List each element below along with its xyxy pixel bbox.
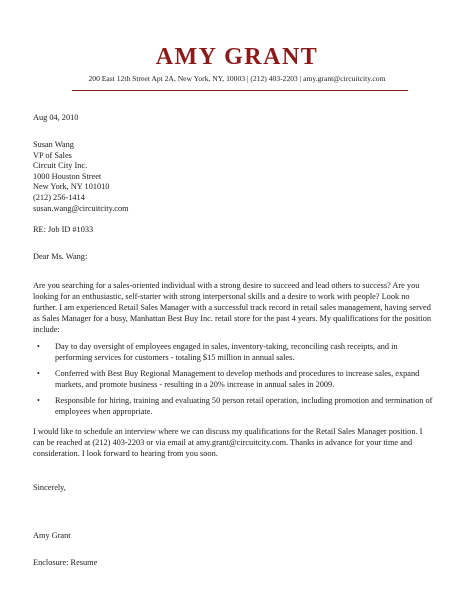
qualification-bullet xyxy=(37,368,437,390)
recipient-line: (212) 256-1414 xyxy=(33,193,85,202)
qualification-text: Day to day oversight of employees engaged in sales, inventory-taking, reconciling cash receipts, and in performing services for customers - totaling $15 million in annual sales. xyxy=(55,342,398,362)
recipient-line: VP of Sales xyxy=(33,150,72,160)
signature-name: Amy Grant xyxy=(33,531,71,540)
intro-paragraph: Are you searching for a sales-oriented individual with a strong desire to succeed and lead others to success? Are you looking for an enthusiastic, self-starter with strong interpersonal skills and a desire to work with people? Look no further. I am experienced Retail Sales Manager with a successful track record in retail sales management, having served as Sales Manager for a busy, Manhattan Best Buy Inc. retail store for the past 4 years. My qualifications for the position include: xyxy=(33,281,432,334)
reference-line: RE: Job ID #1033 xyxy=(33,225,94,234)
qualification-text: Responsible for hiring, training and evaluating 50 person retail operation, including promotion and termination of employees when appropriate. xyxy=(55,396,433,416)
letter-date: Aug 04, 2010 xyxy=(33,113,79,122)
qualification-bullet xyxy=(37,395,437,417)
bullet-icon: • xyxy=(37,396,40,405)
closing-paragraph: I would like to schedule an interview where we can discuss my qualifications for the Retail Sales Manager position. I can be reached at (212) 403-2203 or via email at amy.grant@circuitcity.com. Thanks in advance for your time and consideration. I look forward to hearing from you soon. xyxy=(33,427,423,458)
recipient-line: Circuit City Inc. xyxy=(33,161,88,171)
signoff: Sincerely, xyxy=(33,483,66,492)
contact-info-line: 200 East 12th Street Apt 2A, New York, NY, 10003 | (212) 403-2203 | amy.grant@circuitcity.com xyxy=(88,74,386,83)
recipient-line: 1000 Houston Street xyxy=(33,171,102,181)
recipient-line: New York, NY 101010 xyxy=(33,182,110,192)
qualification-text: Conferred with Best Buy Regional Management to develop methods and procedures to increase sales, expand markets, and promote business - resulting in a 20% increase in annual sales in 2009. xyxy=(55,369,420,389)
recipient-email-line: susan.wang@circuitcity.com xyxy=(33,203,129,213)
bullet-icon: • xyxy=(37,342,40,351)
header-divider xyxy=(72,90,408,91)
bullet-icon: • xyxy=(37,369,40,378)
qualification-bullet xyxy=(37,341,437,363)
applicant-name-heading: AMY GRANT xyxy=(155,44,319,70)
recipient-line: Susan Wang xyxy=(33,140,74,149)
enclosure-line: Enclosure: Resume xyxy=(33,558,98,567)
salutation: Dear Ms. Wang: xyxy=(33,252,88,261)
